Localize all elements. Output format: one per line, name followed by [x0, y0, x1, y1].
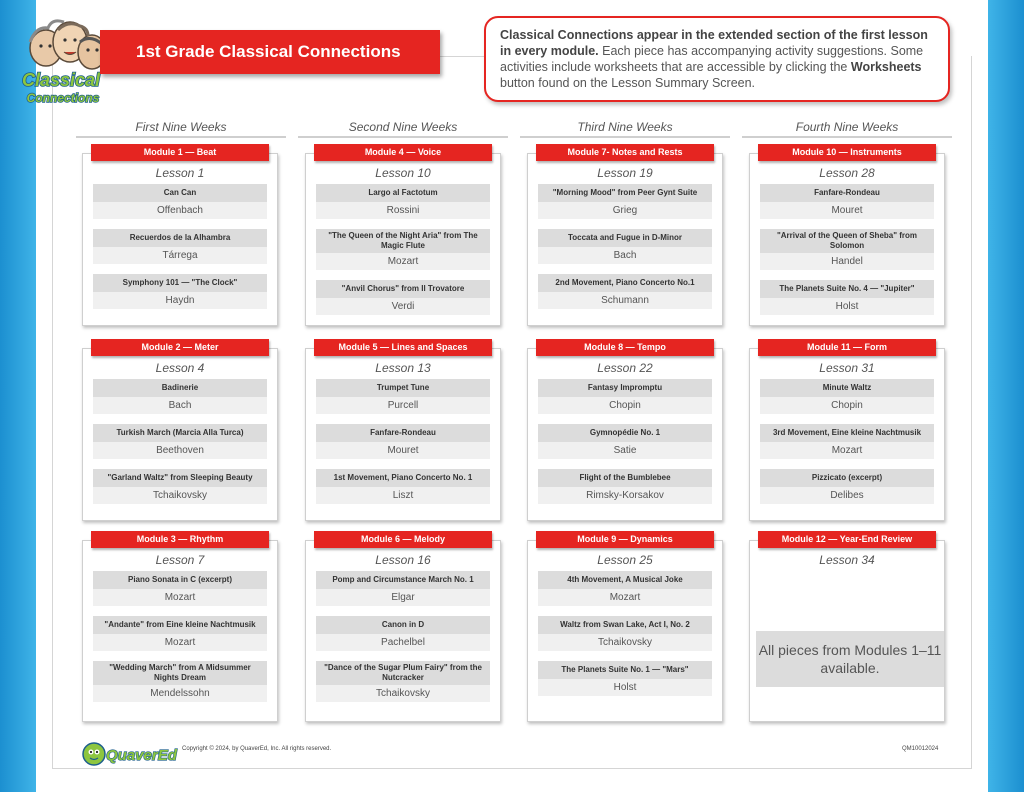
piece-title: "Arrival of the Queen of Sheba" from Solomon	[760, 229, 934, 253]
logo-text-classical: Classical	[21, 70, 101, 90]
piece-title: Gymnopédie No. 1	[538, 424, 712, 442]
lesson-label: Lesson 19	[597, 166, 653, 180]
piece-composer: Tárrega	[93, 247, 267, 264]
all-pieces-note: All pieces from Modules 1–11 available.	[756, 631, 944, 687]
piece-entry	[316, 661, 490, 702]
piece-title: Fanfare-Rondeau	[316, 424, 490, 442]
piece-composer: Purcell	[316, 397, 490, 414]
piece-title: 4th Movement, A Musical Joke	[538, 571, 712, 589]
module-banner: Module 10 — Instruments	[758, 144, 936, 161]
piece-composer: Mozart	[93, 634, 267, 651]
piece-title: "Wedding March" from A Midsummer Nights Dream	[93, 661, 267, 685]
piece-title: "Andante" from Eine kleine Nachtmusik	[93, 616, 267, 634]
piece-composer: Liszt	[316, 487, 490, 504]
piece-composer: Holst	[538, 679, 712, 696]
piece-composer: Mozart	[760, 442, 934, 459]
classical-connections-logo	[12, 12, 110, 110]
lesson-label: Lesson 4	[155, 361, 205, 375]
lesson-label: Lesson 31	[819, 361, 875, 375]
info-text-a: Each piece has accompanying activity suggestions. Some activities include worksheets that are accessible by clicking the	[500, 44, 924, 74]
piece-title: "Dance of the Sugar Plum Fairy" from the Nutcracker	[316, 661, 490, 685]
piece-entry	[760, 469, 934, 504]
lesson-label: Lesson 1	[155, 166, 205, 180]
piece-entry	[93, 469, 267, 504]
piece-entry	[93, 184, 267, 219]
module-card	[749, 342, 945, 521]
piece-title: 1st Movement, Piano Concerto No. 1	[316, 469, 490, 487]
page-title: 1st Grade Classical Connections	[100, 30, 440, 74]
piece-composer: Elgar	[316, 589, 490, 606]
piece-title: Toccata and Fugue in D-Minor	[538, 229, 712, 247]
piece-composer: Mozart	[316, 253, 490, 270]
piece-composer: Rossini	[316, 202, 490, 219]
piece-composer: Tchaikovsky	[316, 685, 490, 702]
piece-title: Canon in D	[316, 616, 490, 634]
piece-entry	[538, 229, 712, 264]
piece-entry	[538, 184, 712, 219]
piece-entry	[538, 571, 712, 606]
piece-entry	[538, 424, 712, 459]
module-banner: Module 9 — Dynamics	[536, 531, 714, 548]
piece-entry	[538, 661, 712, 696]
piece-title: "The Queen of the Night Aria" from The Magic Flute	[316, 229, 490, 253]
piece-title: Waltz from Swan Lake, Act I, No. 2	[538, 616, 712, 634]
lesson-label: Lesson 16	[375, 553, 431, 567]
piece-title: Largo al Factotum	[316, 184, 490, 202]
piece-title: Can Can	[93, 184, 267, 202]
piece-entry	[538, 616, 712, 651]
piece-composer: Tchaikovsky	[93, 487, 267, 504]
piece-composer: Verdi	[316, 298, 490, 315]
piece-title: Pizzicato (excerpt)	[760, 469, 934, 487]
module-banner: Module 1 — Beat	[91, 144, 269, 161]
piece-composer: Rimsky-Korsakov	[538, 487, 712, 504]
module-banner: Module 8 — Tempo	[536, 339, 714, 356]
module-card	[527, 147, 723, 326]
info-text-b: button found on the Lesson Summary Screen.	[500, 76, 756, 90]
piece-entry	[93, 616, 267, 651]
quaver-character-icon	[83, 743, 105, 765]
module-card	[82, 342, 278, 521]
module-card	[527, 534, 723, 722]
piece-title: The Planets Suite No. 1 — "Mars"	[538, 661, 712, 679]
module-card	[305, 342, 501, 521]
piece-composer: Haydn	[93, 292, 267, 309]
piece-composer: Mouret	[316, 442, 490, 459]
piece-entry	[760, 229, 934, 270]
column-header-second: Second Nine Weeks	[298, 116, 508, 138]
piece-title: Symphony 101 — "The Clock"	[93, 274, 267, 292]
piece-composer: Tchaikovsky	[538, 634, 712, 651]
info-worksheets-label: Worksheets	[850, 60, 922, 74]
piece-composer: Mozart	[93, 589, 267, 606]
piece-entry	[316, 616, 490, 651]
piece-title: 2nd Movement, Piano Concerto No.1	[538, 274, 712, 292]
lesson-label: Lesson 13	[375, 361, 431, 375]
piece-entry	[538, 469, 712, 504]
piece-entry	[316, 571, 490, 606]
module-card	[305, 534, 501, 722]
piece-title: The Planets Suite No. 4 — "Jupiter"	[760, 280, 934, 298]
piece-composer: Bach	[93, 397, 267, 414]
piece-title: Minute Waltz	[760, 379, 934, 397]
piece-entry	[316, 229, 490, 270]
piece-entry	[316, 379, 490, 414]
piece-title: Fanfare-Rondeau	[760, 184, 934, 202]
piece-entry	[316, 184, 490, 219]
quavered-logo-text: QuaverEd	[106, 747, 177, 764]
piece-composer: Bach	[538, 247, 712, 264]
piece-composer: Chopin	[538, 397, 712, 414]
lesson-label: Lesson 22	[597, 361, 653, 375]
module-card	[749, 147, 945, 326]
lesson-label: Lesson 28	[819, 166, 875, 180]
piece-entry	[760, 184, 934, 219]
module-card	[82, 534, 278, 722]
piece-composer: Delibes	[760, 487, 934, 504]
module-banner: Module 3 — Rhythm	[91, 531, 269, 548]
module-banner: Module 2 — Meter	[91, 339, 269, 356]
column-header-third: Third Nine Weeks	[520, 116, 730, 138]
piece-composer: Handel	[760, 253, 934, 270]
info-bold-intro: Classical Connections appear in the extended section of the first lesson in every module.	[500, 28, 928, 58]
piece-composer: Mouret	[760, 202, 934, 219]
module-banner: Module 11 — Form	[758, 339, 936, 356]
module-card	[82, 147, 278, 326]
piece-entry	[93, 274, 267, 309]
piece-composer: Beethoven	[93, 442, 267, 459]
module-banner: Module 7- Notes and Rests	[536, 144, 714, 161]
piece-title: "Morning Mood" from Peer Gynt Suite	[538, 184, 712, 202]
piece-entry	[760, 379, 934, 414]
piece-title: Flight of the Bumblebee	[538, 469, 712, 487]
piece-composer: Mendelssohn	[93, 685, 267, 702]
module-banner: Module 12 — Year-End Review	[758, 531, 936, 548]
piece-entry	[538, 379, 712, 414]
document-code: QM10012024	[902, 746, 939, 752]
piece-entry	[93, 379, 267, 414]
piece-title: Piano Sonata in C (excerpt)	[93, 571, 267, 589]
piece-composer: Schumann	[538, 292, 712, 309]
piece-entry	[93, 571, 267, 606]
composer-caricature-icon	[30, 21, 106, 69]
piece-entry	[316, 280, 490, 315]
module-card	[305, 147, 501, 326]
piece-composer: Chopin	[760, 397, 934, 414]
piece-title: Recuerdos de la Alhambra	[93, 229, 267, 247]
piece-entry	[760, 280, 934, 315]
piece-title: "Anvil Chorus" from Il Trovatore	[316, 280, 490, 298]
piece-title: Trumpet Tune	[316, 379, 490, 397]
piece-entry	[538, 274, 712, 309]
module-card	[527, 342, 723, 521]
piece-entry	[93, 661, 267, 702]
copyright-text: Copyright © 2024, by QuaverEd, Inc. All rights reserved.	[182, 746, 332, 752]
piece-composer: Satie	[538, 442, 712, 459]
piece-composer: Holst	[760, 298, 934, 315]
piece-composer: Offenbach	[93, 202, 267, 219]
module-card	[749, 534, 945, 722]
piece-entry	[316, 424, 490, 459]
piece-title: "Garland Waltz" from Sleeping Beauty	[93, 469, 267, 487]
module-banner: Module 4 — Voice	[314, 144, 492, 161]
lesson-label: Lesson 7	[155, 553, 205, 567]
piece-composer: Grieg	[538, 202, 712, 219]
lesson-label: Lesson 34	[819, 553, 875, 567]
quavered-logo	[82, 738, 178, 770]
piece-composer: Mozart	[538, 589, 712, 606]
piece-entry	[93, 424, 267, 459]
lesson-label: Lesson 25	[597, 553, 653, 567]
piece-composer: Pachelbel	[316, 634, 490, 651]
logo-text-connections: Connections	[26, 91, 100, 105]
piece-title: Turkish March (Marcia Alla Turca)	[93, 424, 267, 442]
right-side-bar	[988, 0, 1024, 792]
left-side-bar	[0, 0, 36, 792]
module-banner: Module 5 — Lines and Spaces	[314, 339, 492, 356]
piece-entry	[316, 469, 490, 504]
piece-title: Badinerie	[93, 379, 267, 397]
piece-title: Pomp and Circumstance March No. 1	[316, 571, 490, 589]
piece-entry	[93, 229, 267, 264]
module-banner: Module 6 — Melody	[314, 531, 492, 548]
piece-entry	[760, 424, 934, 459]
piece-title: 3rd Movement, Eine kleine Nachtmusik	[760, 424, 934, 442]
piece-title: Fantasy Impromptu	[538, 379, 712, 397]
lesson-label: Lesson 10	[375, 166, 431, 180]
column-header-fourth: Fourth Nine Weeks	[742, 116, 952, 138]
column-header-first: First Nine Weeks	[76, 116, 286, 138]
info-callout	[484, 16, 950, 102]
